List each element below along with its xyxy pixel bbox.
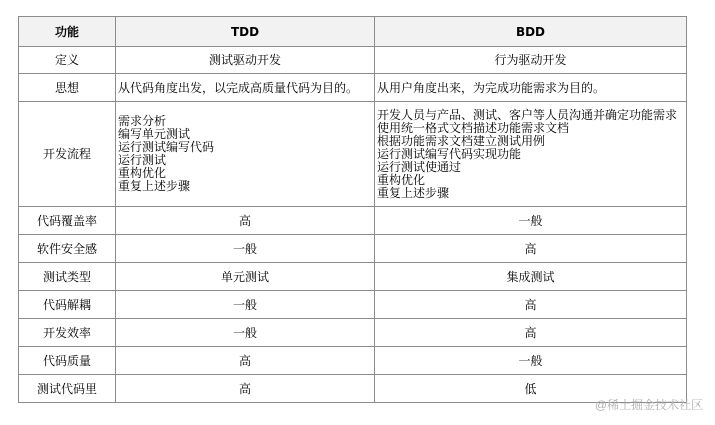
table-row — [19, 347, 687, 375]
bdd-step: 根据功能需求文档建立测试用例 — [377, 133, 546, 148]
table-row — [19, 263, 687, 291]
tdd-bdd-comparison-table — [18, 16, 687, 403]
header-bdd: BDD — [375, 17, 687, 47]
row-label: 定义 — [19, 47, 116, 74]
bdd-cell: 从用户角度出来，为完成功能需求为目的。 — [375, 74, 687, 102]
row-label: 代码解耦 — [19, 291, 116, 319]
bdd-step: 使用统一格式文档描述功能需求文档 — [377, 120, 570, 135]
tdd-cell: 一般 — [116, 291, 375, 319]
tdd-step: 重构优化 — [118, 166, 167, 180]
header-tdd: TDD — [116, 17, 375, 47]
bdd-cell: 一般 — [375, 207, 687, 235]
tdd-step: 运行测试 — [118, 153, 167, 167]
row-label: 开发流程 — [19, 102, 116, 207]
tdd-cell: 测试驱动开发 — [116, 47, 375, 74]
bdd-cell: 高 — [375, 319, 687, 347]
tdd-step: 运行测试编写代码 — [118, 140, 215, 154]
header-feature: 功能 — [19, 17, 116, 47]
row-label: 代码质量 — [19, 347, 116, 375]
table-row — [19, 102, 687, 207]
bdd-step: 开发人员与产品、测试、客户等人员沟通并确定功能需求 — [377, 107, 678, 122]
bdd-cell: 一般 — [375, 347, 687, 375]
table-header-row — [19, 17, 687, 47]
bdd-step: 运行测试使通过 — [377, 159, 462, 174]
tdd-process-cell — [116, 102, 375, 207]
table-row — [19, 319, 687, 347]
tdd-cell: 一般 — [116, 235, 375, 263]
table-row — [19, 235, 687, 263]
tdd-cell: 一般 — [116, 319, 375, 347]
bdd-step: 运行测试编写代码实现功能 — [377, 146, 522, 161]
tdd-step: 需求分析 — [118, 114, 167, 128]
tdd-step: 重复上述步骤 — [118, 179, 191, 193]
bdd-cell: 行为驱动开发 — [375, 47, 687, 74]
row-label: 开发效率 — [19, 319, 116, 347]
table-row — [19, 375, 687, 403]
table-row — [19, 207, 687, 235]
bdd-cell: 高 — [375, 291, 687, 319]
tdd-step: 编写单元测试 — [118, 127, 191, 141]
tdd-cell: 单元测试 — [116, 263, 375, 291]
table-row — [19, 74, 687, 102]
table-row — [19, 47, 687, 74]
row-label: 思想 — [19, 74, 116, 102]
row-label: 测试代码里 — [19, 375, 116, 403]
watermark-text: @稀土掘金技术社区 — [594, 398, 703, 412]
bdd-cell: 低 — [375, 375, 687, 403]
tdd-cell: 高 — [116, 375, 375, 403]
bdd-process-cell — [375, 102, 687, 207]
bdd-step: 重构优化 — [377, 172, 426, 187]
row-label: 测试类型 — [19, 263, 116, 291]
row-label: 软件安全感 — [19, 235, 116, 263]
table-row — [19, 291, 687, 319]
bdd-cell: 集成测试 — [375, 263, 687, 291]
tdd-cell: 从代码角度出发，以完成高质量代码为目的。 — [116, 74, 375, 102]
comparison-table-container — [18, 16, 687, 403]
tdd-cell: 高 — [116, 347, 375, 375]
tdd-cell: 高 — [116, 207, 375, 235]
row-label: 代码覆盖率 — [19, 207, 116, 235]
bdd-step: 重复上述步骤 — [377, 185, 450, 200]
bdd-cell: 高 — [375, 235, 687, 263]
